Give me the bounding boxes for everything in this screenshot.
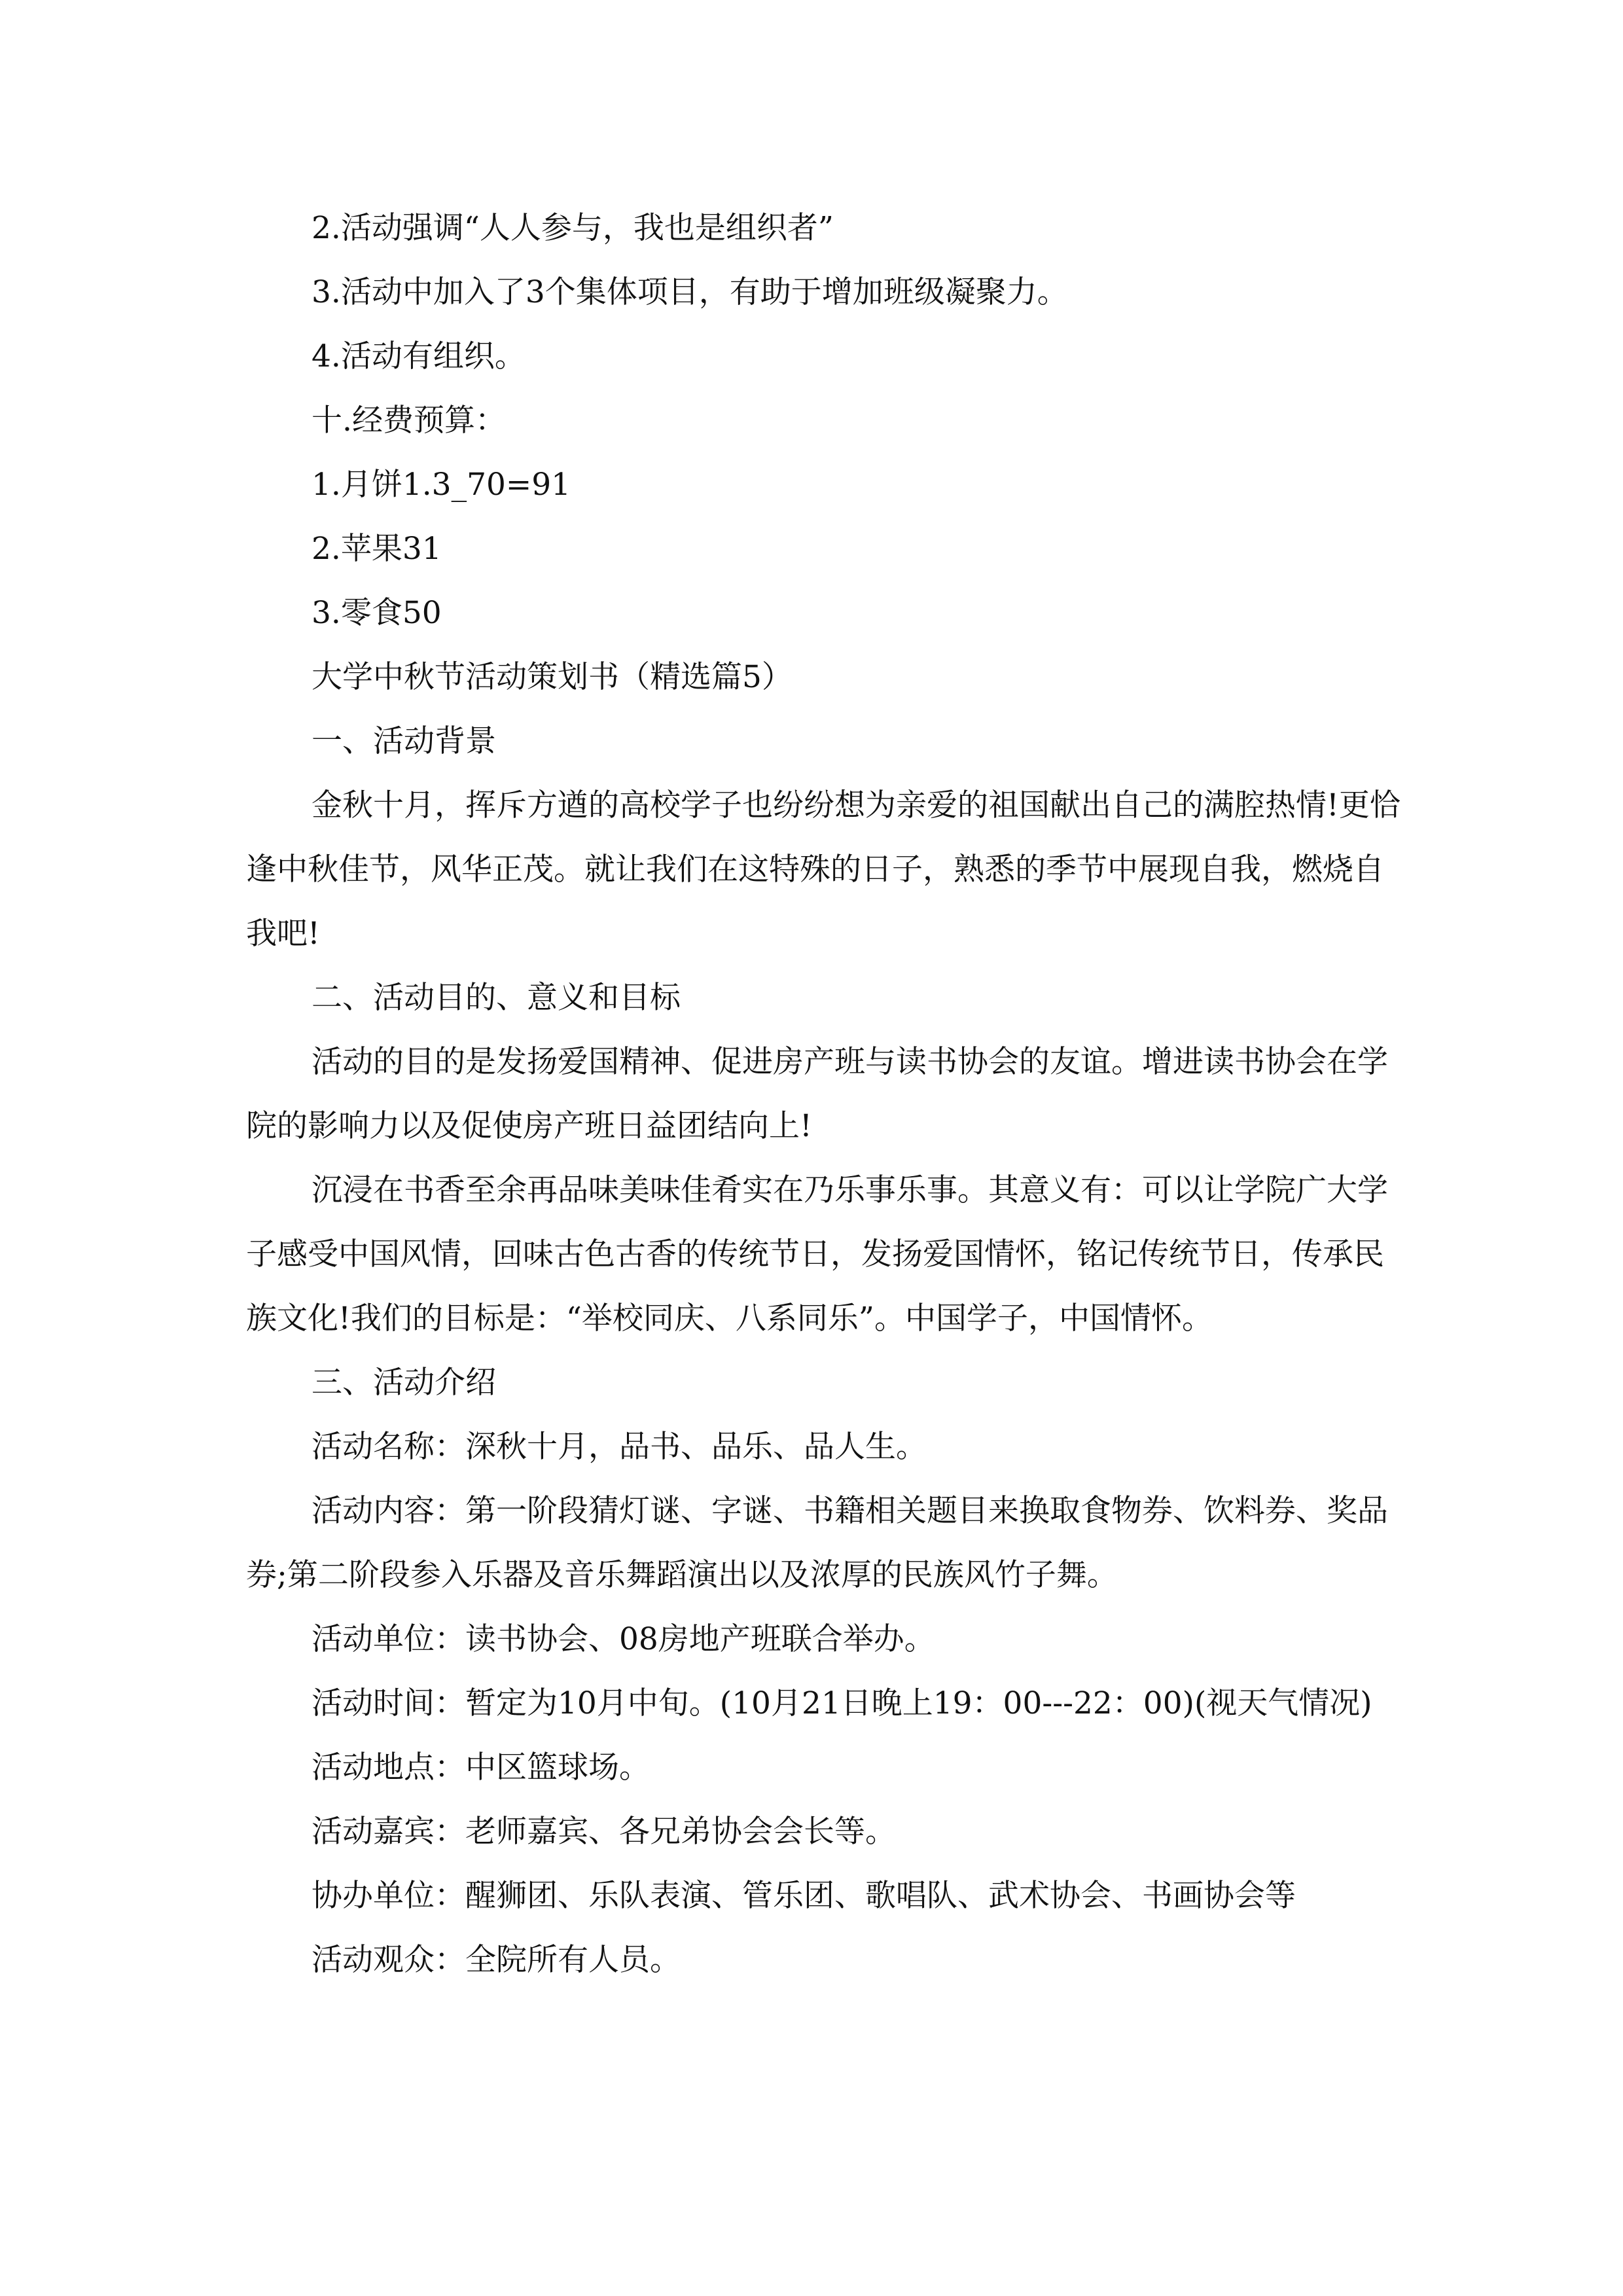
activity-organizer: 活动单位：读书协会、08房地产班联合举办。 [312,1621,935,1657]
section-heading-background: 一、活动背景 [312,723,496,759]
activity-name: 活动名称：深秋十月，品书、品乐、品人生。 [312,1429,927,1465]
paragraph-purpose: 活动的目的是发扬爱国精神、促进房产班与读书协会的友谊。增进读书协会在学院的影响力以及促使房产班日益团结向上! [246,1044,1388,1144]
list-item-emphasis: 2.活动强调“人人参与，我也是组织者” [312,210,834,246]
activity-content: 活动内容：第一阶段猜灯谜、字谜、书籍相关题目来换取食物券、饮料券、奖品券;第二阶段参入乐器及音乐舞蹈演出以及浓厚的民族风竹子舞。 [246,1493,1388,1593]
activity-location: 活动地点：中区篮球场。 [312,1749,650,1785]
section-heading-budget: 十.经费预算： [312,403,506,439]
paragraph-significance: 沉浸在书香至余再品味美味佳肴实在乃乐事乐事。其意义有：可以让学院广大学子感受中国风情，回味古色古香的传统节日，发扬爱国情怀，铭记传统节日，传承民族文化!我们的目标是：“举校同庆、八系同乐”。中国学子，中国情怀。 [246,1172,1388,1336]
activity-guests: 活动嘉宾：老师嘉宾、各兄弟协会会长等。 [312,1814,896,1850]
paragraph-background: 金秋十月，挥斥方遒的高校学子也纷纷想为亲爱的祖国献出自己的满腔热情!更恰逢中秋佳节，风华正茂。就让我们在这特殊的日子，熟悉的季节中展现自我，燃烧自我吧! [246,787,1400,952]
co-organizers: 协办单位：醒狮团、乐队表演、管乐团、歌唱队、武术协会、书画协会等 [312,1878,1296,1914]
activity-audience: 活动观众：全院所有人员。 [312,1942,681,1978]
document-body [246,196,1411,1992]
section-heading-introduction: 三、活动介绍 [312,1365,496,1401]
list-item-organized: 4.活动有组织。 [312,338,526,374]
budget-item-snacks: 3.零食50 [312,595,442,631]
document-subtitle: 大学中秋节活动策划书（精选篇5） [312,659,793,695]
budget-item-mooncake: 1.月饼1.3_70=91 [312,467,571,503]
section-heading-purpose: 二、活动目的、意义和目标 [312,980,681,1016]
activity-time: 活动时间：暂定为10月中旬。(10月21日晚上19：00---22：00)(视天气情况) [312,1685,1372,1721]
budget-item-apple: 2.苹果31 [312,531,442,567]
list-item-collective-projects: 3.活动中加入了3个集体项目，有助于增加班级凝聚力。 [312,274,1068,310]
